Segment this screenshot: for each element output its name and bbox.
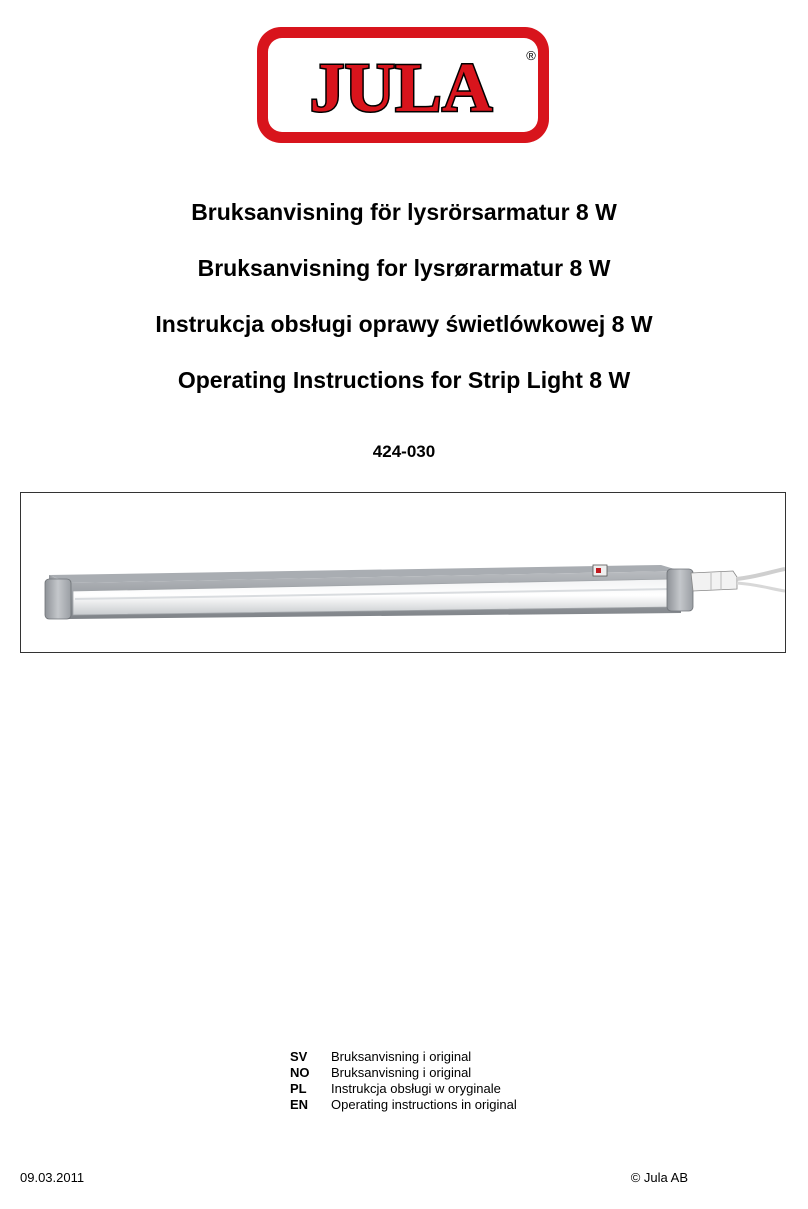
language-row <box>290 1065 517 1081</box>
language-row <box>290 1081 517 1097</box>
language-code: EN <box>290 1097 309 1112</box>
title-en: Operating Instructions for Strip Light 8 W <box>177 367 631 393</box>
language-text: Operating instructions in original <box>331 1097 517 1112</box>
product-image-frame <box>20 492 786 653</box>
language-text: Bruksanvisning i original <box>331 1065 472 1080</box>
title-sv: Bruksanvisning för lysrörsarmatur 8 W <box>191 199 617 225</box>
language-text: Instrukcja obsługi w oryginale <box>331 1081 501 1096</box>
brand-name: JULA <box>309 50 493 127</box>
language-row <box>290 1097 517 1113</box>
footer-copyright: © Jula AB <box>630 1170 688 1185</box>
language-row <box>290 1049 517 1065</box>
language-code: PL <box>290 1081 307 1096</box>
title-no: Bruksanvisning for lysrørarmatur 8 W <box>197 255 611 281</box>
registered-mark: ® <box>526 48 536 63</box>
strip-light-photo <box>21 493 785 652</box>
language-list <box>290 1049 517 1113</box>
footer-date: 09.03.2011 <box>20 1170 85 1185</box>
language-text: Bruksanvisning i original <box>331 1049 472 1064</box>
jula-logo <box>255 25 551 145</box>
title-pl: Instrukcja obsługi oprawy świetlówkowej 8 W <box>155 311 653 337</box>
language-code: NO <box>290 1065 310 1080</box>
article-number: 424-030 <box>372 442 436 461</box>
language-code: SV <box>290 1049 308 1064</box>
